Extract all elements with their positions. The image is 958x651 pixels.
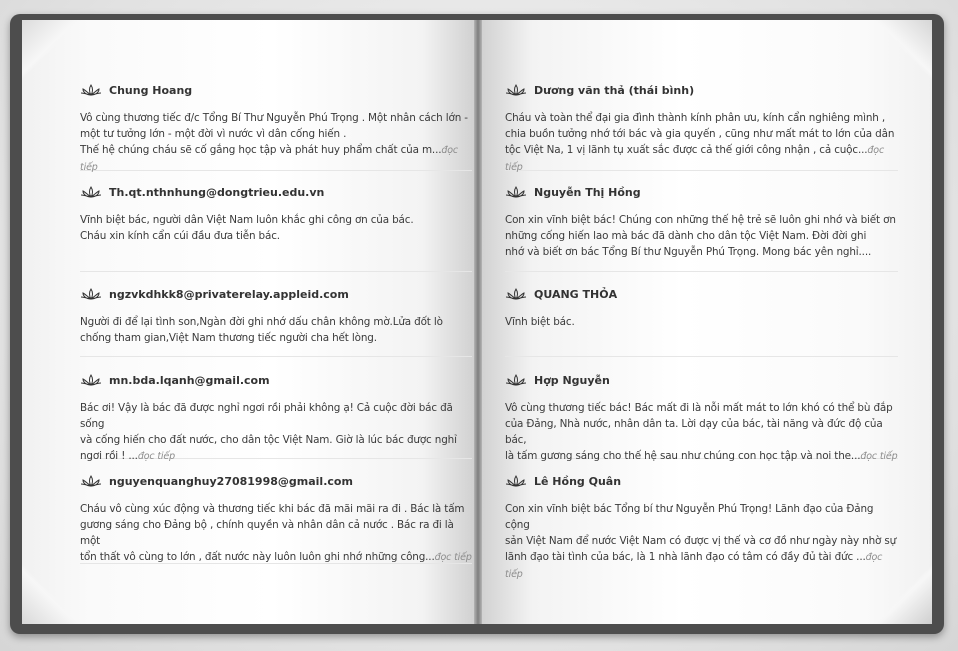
lotus-icon [505,374,527,386]
condolence-entry [505,370,898,462]
entry-message-text: Vô cùng thương tiếc đ/c Tổng Bí Thư Nguyễn Phú Trọng . Một nhân cách lớn - một tư tưởng lớn - một đời vì nước vì dân cống hiến . Thế hệ chúng cháu sẽ cố gắng học tập và phát huy phẩm chất của m... [80,112,468,156]
entry-message-text: Vĩnh biệt bác. [505,316,575,328]
right-page [478,20,932,624]
entry-message [80,400,472,465]
entry-header [80,471,472,491]
entry-header [80,182,472,202]
lotus-icon [505,84,527,96]
entry-message-text: Con xin vĩnh biệt bác! Chúng con những thế hệ trẻ sẽ luôn ghi nhớ và biết ơn những cống hiến lao mà bác đã dành cho dân tộc Việt Nam. Đời đời ghi nhớ và biết ơn bác Tổng Bí thư Nguyễn Phú Trọng. Mong bác yên nghỉ.... [505,214,896,258]
read-more-link[interactable]: đọc tiếp [505,145,885,173]
condolence-entry [505,80,898,171]
entry-message-text: Cháu và toàn thể đại gia đình thành kính phân ưu, kính cẩn nghiêng mình , chia buồn tưởng nhớ tới bác và gia quyến , cũng như mất mát to lớn của dân tộc Việt Na, 1 vị lãnh tụ xuất sắc được cả thế giới công nhận , cả cuộc... [505,112,895,156]
entry-message-text: Vĩnh biệt bác, người dân Việt Nam luôn khắc ghi công ơn của bác. Cháu xin kính cẩn cúi đầu đưa tiễn bác. [80,214,414,242]
lotus-icon [80,84,102,96]
condolence-entry [80,370,472,462]
condolence-entry [80,182,472,272]
entry-message [505,400,898,465]
entry-author: QUANG THỎA [534,287,618,301]
page-curl-top-left [22,20,82,80]
entry-message [80,314,472,347]
page-curl-bottom-right [872,564,932,624]
condolence-entry [80,80,472,171]
entry-author: Lê Hồng Quân [534,474,622,488]
condolence-entry [505,284,898,357]
entry-author: Th.qt.nthnhung@dongtrieu.edu.vn [109,185,325,199]
entry-message-text: Vô cùng thương tiếc bác! Bác mất đi là nỗi mất mát to lớn khó có thể bù đắp của Đảng, Nhà nước, nhân dân ta. Lời dạy của bác, tài năng và đức độ của bác, là tấm gương sáng cho thế hệ sau như chúng con học tập và noi the... [505,402,893,462]
condolence-entry [505,471,898,580]
condolence-entry [505,182,898,272]
entry-header [80,284,472,304]
read-more-link[interactable]: đọc tiếp [137,451,175,462]
book-spine [474,20,482,624]
entry-header [505,471,898,491]
entry-header [505,182,898,202]
lotus-icon [80,186,102,198]
entry-author: Nguyễn Thị Hồng [534,185,641,199]
entry-author: nguyenquanghuy27081998@gmail.com [109,474,353,488]
entry-message [505,110,898,176]
lotus-icon [80,288,102,300]
entry-message-text: Bác ơi! Vậy là bác đã được nghỉ ngơi rồi phải không ạ! Cả cuộc đời bác đã sống và cống hiến cho đất nước, cho dân tộc Việt Nam. Giờ là lúc bác được nghỉ ngơi rồi ! ... [80,402,457,462]
entry-author: Hợp Nguyễn [534,373,610,387]
entry-message [80,212,472,245]
entry-header [80,80,472,100]
entry-author: ngzvkdhkk8@privaterelay.appleid.com [109,287,349,301]
entry-header [505,80,898,100]
entry-author: Chung Hoang [109,83,193,97]
entry-header [505,284,898,304]
entry-message [505,501,898,583]
entry-message [505,212,898,261]
entry-message-text: Cháu vô cùng xúc động và thương tiếc khi bác đã mãi mãi ra đi . Bác là tấm gương sáng cho Đảng bộ , chính quyền và nhân dân cả nước . Bác ra đi là một tổn thất vô cùng to lớn , đất nước này luôn luôn ghi nhớ những công... [80,503,465,563]
entry-message [80,501,472,566]
lotus-icon [505,288,527,300]
entry-header [505,370,898,390]
entry-author: mn.bda.lqanh@gmail.com [109,373,270,387]
lotus-icon [80,374,102,386]
entry-author: Dương văn thả (thái bình) [534,83,695,97]
page-curl-bottom-left [22,564,82,624]
read-more-link[interactable]: đọc tiếp [860,451,898,462]
read-more-link[interactable]: đọc tiếp [505,552,883,580]
condolence-entry [80,284,472,357]
read-more-link[interactable]: đọc tiếp [80,145,459,173]
read-more-link[interactable]: đọc tiếp [434,552,472,563]
page-curl-top-right [872,20,932,80]
entry-header [80,370,472,390]
condolence-entry [80,471,472,564]
lotus-icon [505,475,527,487]
lotus-icon [505,186,527,198]
entry-message-text: Người đi để lại tình son,Ngàn đời ghi nhớ dấu chân không mờ.Lửa đốt lò chống tham gian,Việt Nam thương tiếc người cha hết lòng. [80,316,443,344]
entry-message-text: Con xin vĩnh biệt bác Tổng bí thư Nguyễn Phú Trọng! Lãnh đạo của Đảng cộng sản Việt Nam để nước Việt Nam có được vị thế và cơ đồ như ngày này nhờ sự lãnh đạo tài tình của bác, là 1 nhà lãnh đạo có tâm có đầy đủ tài đức ... [505,503,897,563]
entry-message [80,110,472,176]
entry-message [505,314,898,331]
left-page [22,20,477,624]
lotus-icon [80,475,102,487]
